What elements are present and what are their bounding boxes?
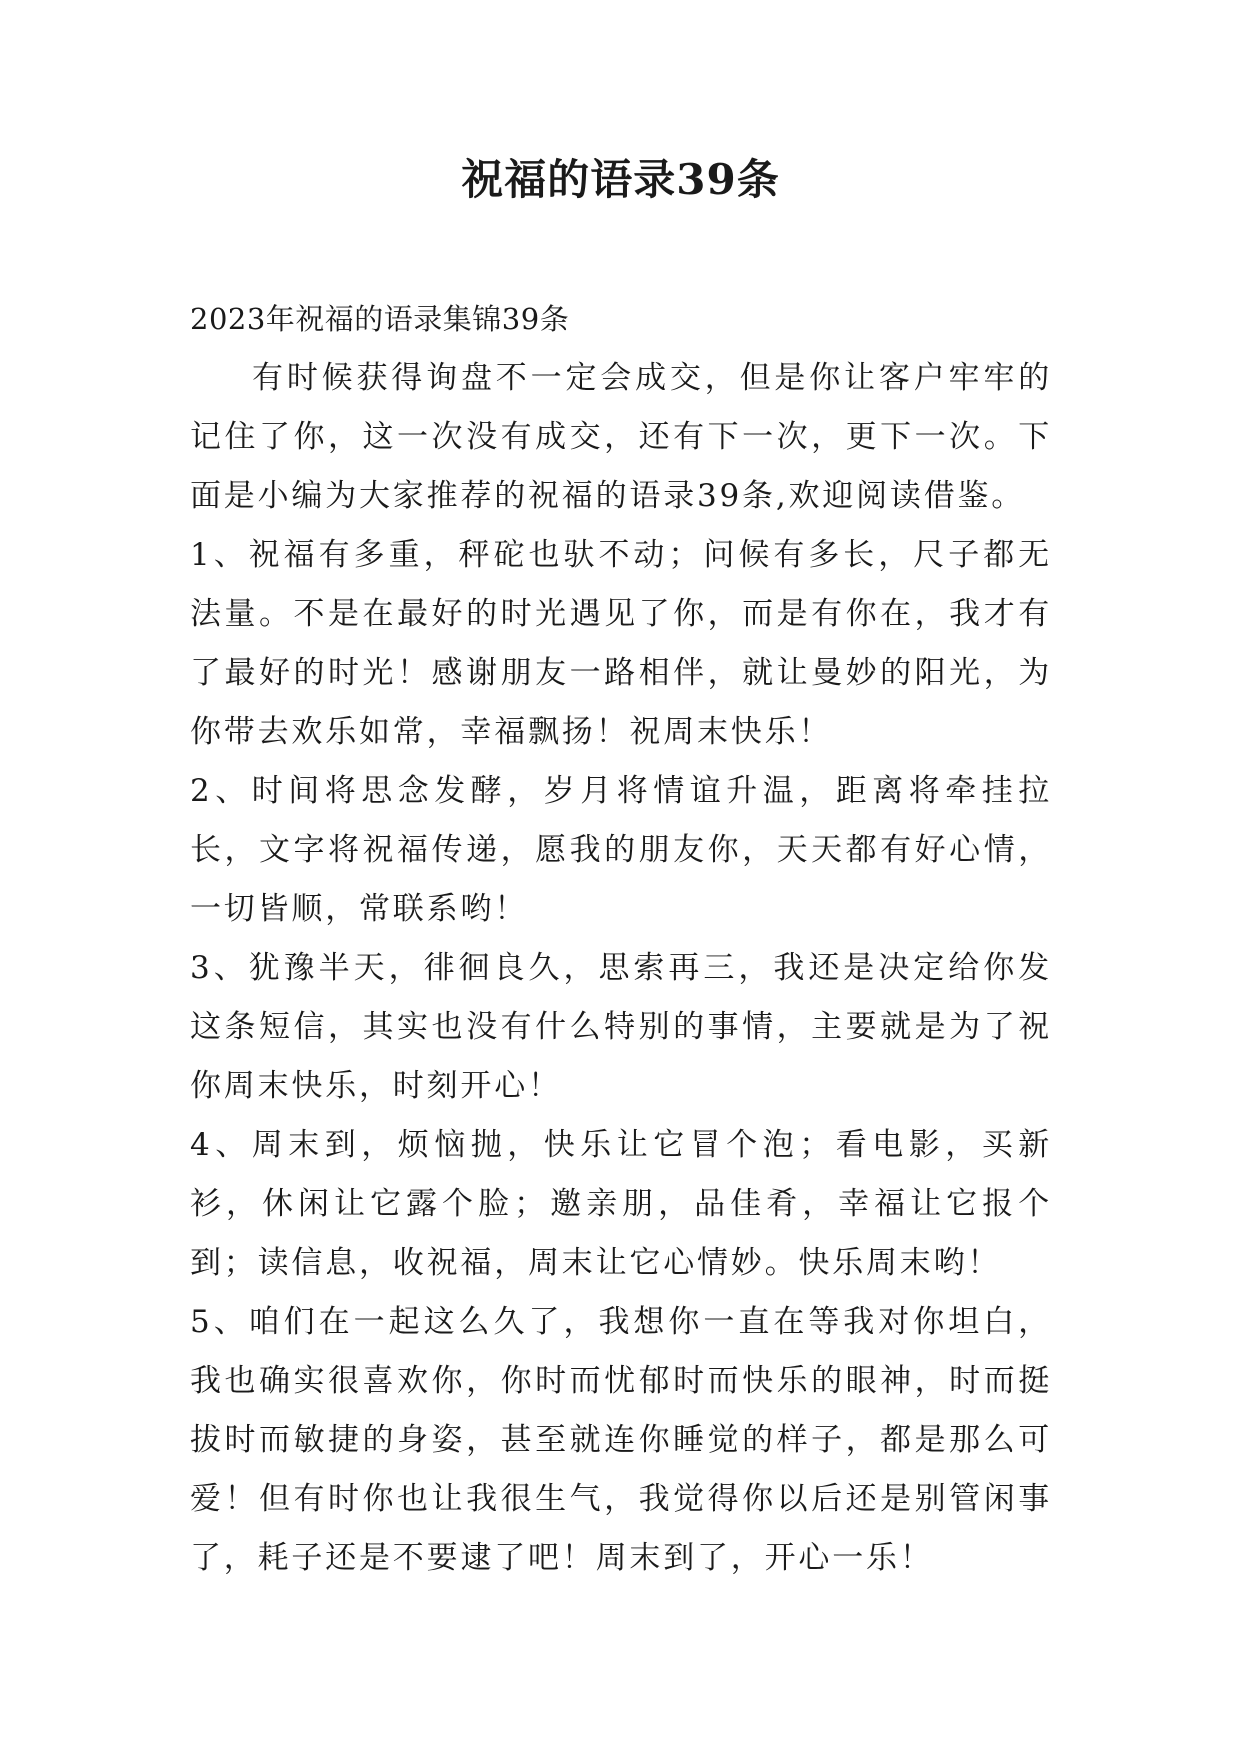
document-body	[190, 290, 1052, 1588]
list-item: 1、祝福有多重，秤砣也驮不动；问候有多长，尺子都无法量。不是在最好的时光遇见了你，而是有你在，我才有了最好的时光！感谢朋友一路相伴，就让曼妙的阳光，为你带去欢乐如常，幸福飘扬！祝周末快乐！	[190, 537, 1052, 750]
list-item: 3、犹豫半天，徘徊良久，思索再三，我还是决定给你发这条短信，其实也没有什么特别的事情，主要就是为了祝你周末快乐，时刻开心！	[190, 950, 1052, 1104]
page-title: 祝福的语录39条	[461, 155, 780, 204]
list-item: 5、咱们在一起这么久了，我想你一直在等我对你坦白，我也确实很喜欢你，你时而忧郁时而快乐的眼神，时而挺拔时而敏捷的身姿，甚至就连你睡觉的样子，都是那么可爱！但有时你也让我很生气，我觉得你以后还是别管闲事了，耗子还是不要逮了吧！周末到了，开心一乐！	[190, 1304, 1052, 1576]
document-subtitle: 2023年祝福的语录集锦39条	[190, 302, 570, 336]
list-item: 4、周末到，烦恼抛，快乐让它冒个泡；看电影，买新衫，休闲让它露个脸；邀亲朋，品佳肴，幸福让它报个到；读信息，收祝福，周末让它心情妙。快乐周末哟！	[190, 1127, 1052, 1281]
intro-paragraph: 有时候获得询盘不一定会成交，但是你让客户牢牢的记住了你，这一次没有成交，还有下一次，更下一次。下面是小编为大家推荐的祝福的语录39条,欢迎阅读借鉴。	[190, 360, 1052, 514]
list-item: 2、时间将思念发酵，岁月将情谊升温，距离将牵挂拉长，文字将祝福传递，愿我的朋友你，天天都有好心情，一切皆顺，常联系哟！	[190, 773, 1052, 927]
